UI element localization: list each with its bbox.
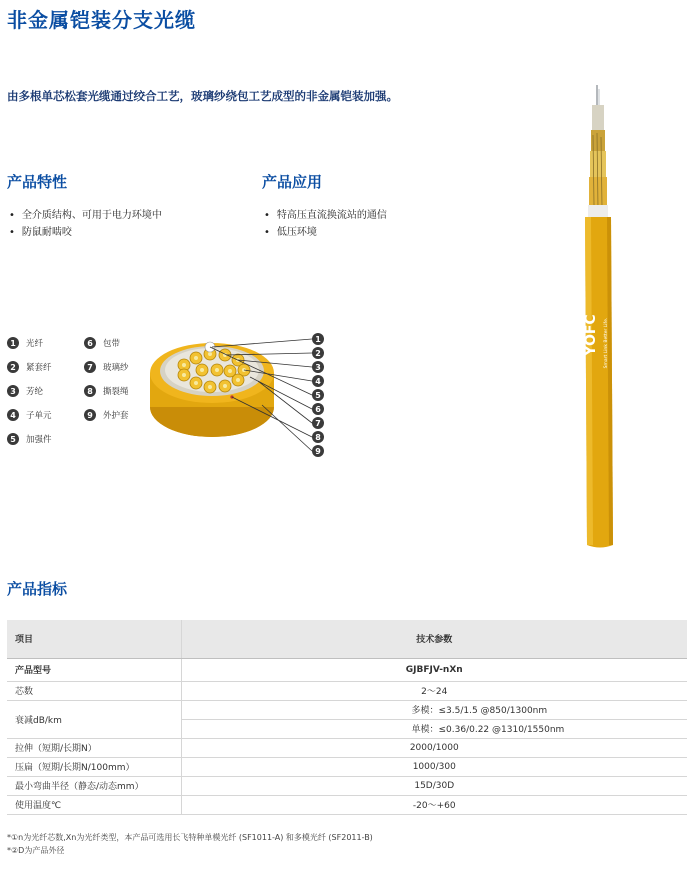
callout-number: 6 (315, 405, 321, 414)
product-intro: 由多根单芯松套光缆通过绞合工艺，玻璃纱绕包工艺成型的非金属铠装加强。 (7, 89, 398, 103)
legend-item: 9 外护套 (84, 408, 129, 422)
table-row: 产品型号 GJBFJV-nXn (7, 658, 687, 681)
table-row: 最小弯曲半径（静态/动态mm） 15D/30D (7, 776, 687, 795)
column-header-params: 技术参数 (181, 620, 687, 658)
brand-logo-text: YOFC (583, 314, 599, 356)
table-row: 芯数 2～24 (7, 681, 687, 700)
legend-item: 2 紧套纤 (7, 360, 52, 374)
table-row: 衰减dB/km 多模：≤3.5/1.5 @850/1300nm (7, 700, 687, 719)
callout-badges (312, 333, 324, 457)
callout-number: 9 (315, 447, 321, 456)
page-title: 非金属铠装分支光缆 (7, 8, 196, 32)
table-row: 使用温度℃ -20～+60 (7, 795, 687, 814)
column-header-item: 项目 (7, 620, 181, 658)
callout-number: 7 (315, 419, 321, 428)
legend-item: 4 子单元 (7, 408, 52, 422)
applications-heading: 产品应用 (262, 173, 323, 191)
brand-slogan: Smart Link Better Life. (604, 317, 609, 369)
feature-item: • 全介质结构、可用于电力环境中 (9, 207, 162, 224)
table-row: 压扁（短期/长期N/100mm） 1000/300 (7, 757, 687, 776)
binder-layer (588, 205, 608, 217)
feature-item: • 防鼠耐啮咬 (9, 224, 162, 241)
footnote: *②D为产品外径 (7, 846, 65, 855)
callout-number: 1 (315, 335, 321, 344)
application-item: • 特高压直流换流站的通信 (264, 207, 387, 224)
footnotes (7, 831, 373, 857)
footnote: *①n为光纤芯数,Xn为光纤类型，本产品可选用长飞特种单模光纤 (SF1011-A) 和多模光纤 (SF2011-B) (7, 833, 373, 842)
table-row: 单模：≤0.36/0.22 @1310/1550nm (7, 719, 687, 738)
legend-item: 1 光纤 (7, 336, 43, 350)
callout-number: 4 (315, 377, 321, 386)
stripped-sub-units (588, 105, 608, 217)
applications-list (264, 207, 387, 241)
callout-number: 2 (315, 349, 321, 358)
callout-number: 3 (315, 363, 321, 372)
legend-item: 7 玻璃纱 (84, 360, 129, 374)
features-heading: 产品特性 (7, 173, 68, 191)
specs-heading: 产品指标 (7, 580, 68, 598)
features-list (9, 207, 162, 241)
callout-number: 5 (315, 391, 321, 400)
specs-table (7, 620, 687, 815)
cable-cross-section (140, 325, 330, 465)
callout-number: 8 (315, 433, 321, 442)
legend-item: 5 加强件 (7, 432, 52, 446)
legend-item: 3 芳纶 (7, 384, 43, 398)
table-row: 拉伸（短期/长期N） 2000/1000 (7, 738, 687, 757)
legend-item: 8 撕裂绳 (84, 384, 129, 398)
table-header-row (7, 620, 687, 658)
legend-item: 6 包带 (84, 336, 120, 350)
structure-legend (7, 336, 157, 456)
cable-product-image (565, 85, 625, 550)
application-item: • 低压环境 (264, 224, 387, 241)
